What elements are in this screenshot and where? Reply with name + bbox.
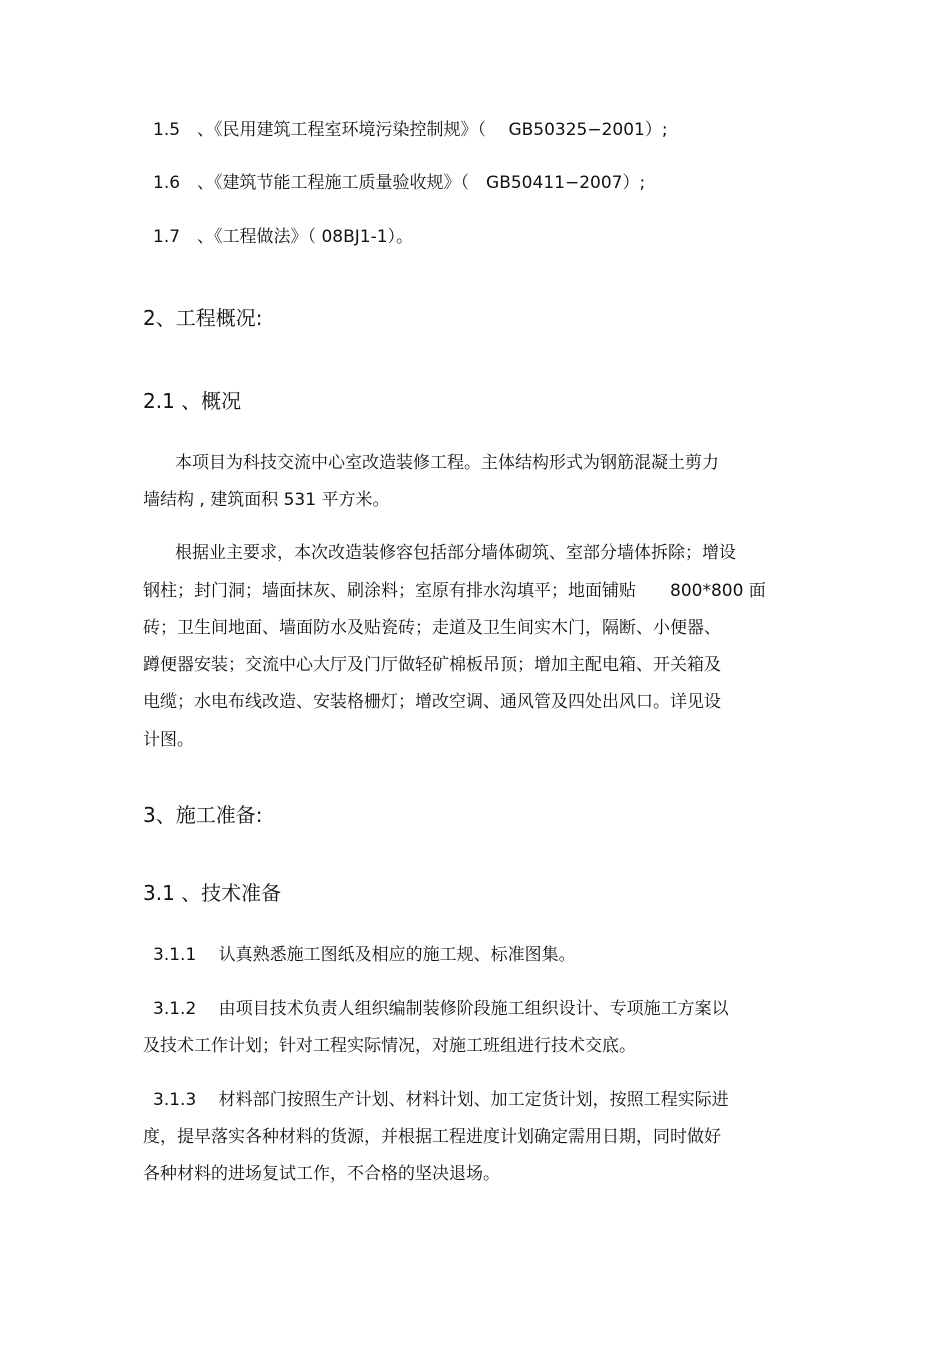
reference-1-5: 1.5 、《民用建筑工程室环境污染控制规》（ GB50325−2001）;: [153, 120, 668, 140]
item-3-1-3-line: 度，提早落实各种材料的货源，并根据工程进度计划确定需用日期，同时做好: [143, 1127, 721, 1147]
item-3-1-3-line: 3.1.3 材料部门按照生产计划、材料计划、加工定货计划，按照工程实际进: [153, 1090, 729, 1110]
scope-paragraph-line: 电缆；水电布线改造、安装格栅灯；增改空调、通风管及四处出风口。详见设: [143, 692, 721, 712]
section-3-heading: 3、施工准备:: [143, 803, 263, 827]
reference-1-6: 1.6 、《建筑节能工程施工质量验收规》（ GB50411−2007）;: [153, 173, 646, 193]
scope-paragraph-line: 砖；卫生间地面、墙面防水及贴瓷砖；走道及卫生间实木门，隔断、小便器、: [143, 618, 721, 638]
scope-paragraph-line: 计图。: [143, 730, 194, 750]
reference-1-7: 1.7 、《工程做法》（ 08BJ1-1）。: [153, 227, 414, 247]
scope-paragraph-line: 钢柱；封门洞；墙面抹灰、刷涂料；室原有排水沟填平；地面铺贴 800*800 面: [143, 581, 766, 601]
item-3-1-3-line: 各种材料的进场复试工作，不合格的坚决退场。: [143, 1164, 500, 1184]
section-2-1-heading: 2.1 、概况: [143, 389, 242, 413]
item-3-1-2-line: 3.1.2 由项目技术负责人组织编制装修阶段施工组织设计、专项施工方案以: [153, 999, 729, 1019]
section-2-heading: 2、工程概况:: [143, 306, 263, 330]
scope-paragraph-line: 根据业主要求，本次改造装修容包括部分墙体砌筑、室部分墙体拆除；增设: [175, 543, 736, 563]
scope-paragraph-line: 蹲便器安装；交流中心大厅及门厅做轻矿棉板吊顶；增加主配电箱、开关箱及: [143, 655, 721, 675]
overview-paragraph-line: 墙结构 , 建筑面积 531 平方米。: [143, 490, 390, 510]
overview-paragraph-line: 本项目为科技交流中心室改造装修工程。主体结构形式为钢筋混凝土剪力: [175, 453, 719, 473]
section-3-1-heading: 3.1 、技术准备: [143, 881, 282, 905]
item-3-1-2-line: 及技术工作计划；针对工程实际情况，对施工班组进行技术交底。: [143, 1036, 636, 1056]
item-3-1-1: 3.1.1 认真熟悉施工图纸及相应的施工规、标准图集。: [153, 945, 576, 965]
